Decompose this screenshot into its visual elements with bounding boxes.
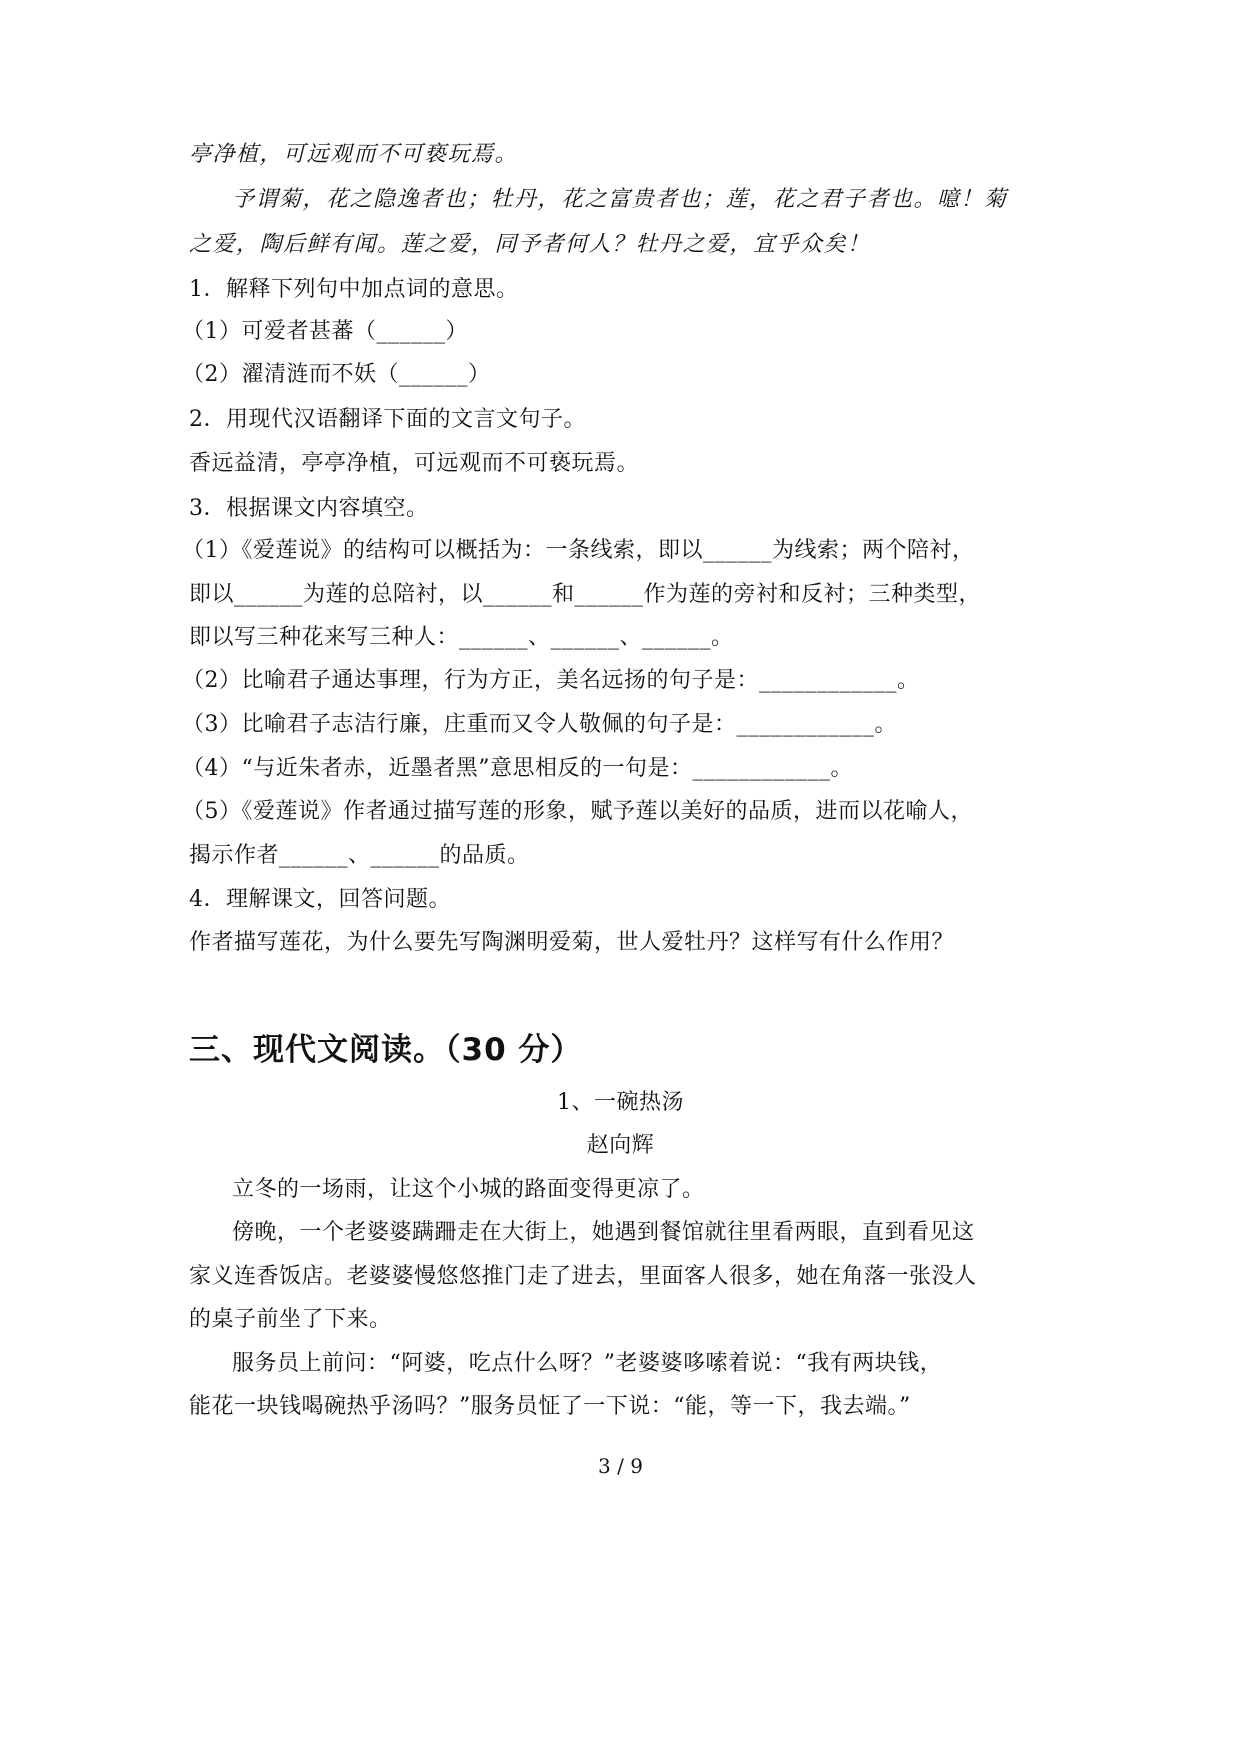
question-3-item-3: （3）比喻君子志洁行廉，庄重而又令人敬佩的句子是：____________。: [182, 712, 897, 737]
page-number: 3 / 9: [598, 1454, 643, 1478]
passage-line: 之爱，陶后鲜有闻。莲之爱，同予者何人？牡丹之爱，宜乎众矣！: [189, 232, 871, 257]
passage-line: 亭净植，可远观而不可亵玩焉。: [189, 142, 519, 167]
story-paragraph-cont: 的桌子前坐了下来。: [189, 1307, 392, 1332]
story-paragraph-cont: 能花一块钱喝碗热乎汤吗？”服务员怔了一下说：“能，等一下，我去端。”: [189, 1394, 911, 1419]
question-1: 1．解释下列句中加点词的意思。: [189, 277, 519, 302]
section-heading: 三、现代文阅读。（30 分）: [189, 1032, 583, 1068]
story-paragraph: 立冬的一场雨，让这个小城的路面变得更凉了。: [232, 1177, 705, 1202]
question-3-item-1-cont: 即以写三种花来写三种人：______、______、______。: [189, 625, 734, 650]
question-3: 3．根据课文内容填空。: [189, 496, 429, 521]
story-paragraph: 服务员上前问：“阿婆，吃点什么呀？”老婆婆哆嗦着说：“我有两块钱，: [232, 1351, 943, 1376]
question-3-item-2: （2）比喻君子通达事理，行为方正，美名远扬的句子是：____________。: [182, 668, 920, 693]
question-3-item-1-cont: 即以______为莲的总陪衬，以______和______作为莲的旁衬和反衬；三种类型，: [189, 582, 982, 607]
question-1-item-2: （2）濯清涟而不妖（______）: [182, 362, 491, 387]
passage-line: 予谓菊，花之隐逸者也；牡丹，花之富贵者也；莲，花之君子者也。噫！菊: [232, 187, 1008, 212]
story-title: 1、一碗热汤: [557, 1090, 684, 1115]
question-3-item-5: （5）《爱莲说》作者通过描写莲的形象，赋予莲以美好的品质，进而以花喻人，: [182, 799, 973, 824]
question-3-item-1: （1）《爱莲说》的结构可以概括为：一条线索，即以______为线索；两个陪衬，: [182, 538, 975, 563]
story-author: 赵向辉: [586, 1133, 655, 1158]
question-2: 2．用现代汉语翻译下面的文言文句子。: [189, 407, 586, 432]
question-4: 4．理解课文，回答问题。: [189, 887, 451, 912]
question-2-sentence: 香远益清，亭亭净植，可远观而不可亵玩焉。: [189, 451, 640, 476]
story-paragraph-cont: 家义连香饭店。老婆婆慢悠悠推门走了进去，里面客人很多，她在角落一张没人: [189, 1264, 977, 1289]
story-paragraph: 傍晚，一个老婆婆蹒跚走在大街上，她遇到餐馆就往里看两眼，直到看见这: [232, 1220, 975, 1245]
question-4-text: 作者描写莲花，为什么要先写陶渊明爱菊，世人爱牡丹？这样写有什么作用？: [189, 930, 955, 955]
question-3-item-4: （4）“与近朱者赤，近墨者黑”意思相反的一句是：____________。: [182, 756, 853, 781]
question-3-item-5-cont: 揭示作者______、______的品质。: [189, 843, 530, 868]
question-1-item-1: （1）可爱者甚蕃（______）: [182, 319, 468, 344]
